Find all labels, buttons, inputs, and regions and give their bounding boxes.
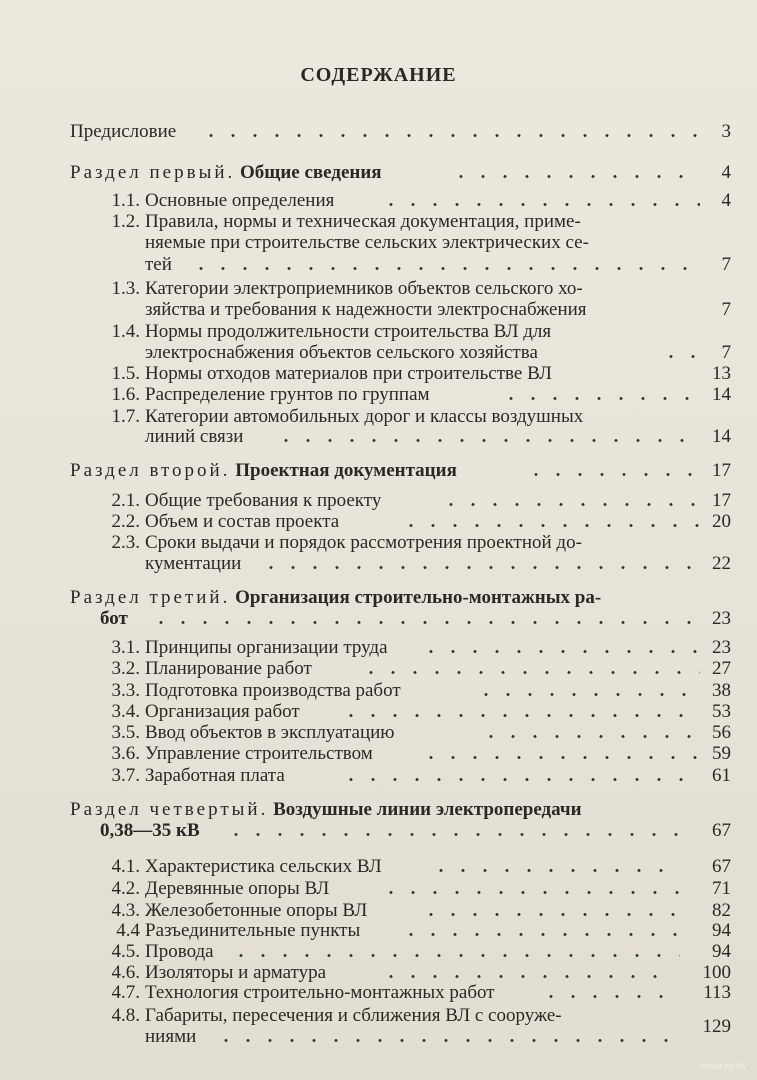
dot-leader — [540, 995, 670, 998]
page-number: 67 — [712, 856, 731, 877]
dot-leader — [380, 975, 670, 978]
dot-leader — [400, 933, 680, 936]
dot-leader — [450, 175, 700, 178]
entry-text: Принципы организации труда — [145, 637, 388, 658]
page-number: 3 — [721, 121, 731, 142]
entry-text: Управление строительством — [145, 743, 373, 764]
dot-leader — [190, 267, 700, 270]
entry-text: Сроки выдачи и порядок рассмотрения проектной до- — [145, 532, 582, 553]
entry-number: 2.1. — [111, 490, 140, 511]
page-number: 7 — [721, 299, 731, 320]
entry-text: Габариты, пересечения и сближения ВЛ с сооруже- — [145, 1005, 562, 1026]
entry-number: 4.1. — [111, 856, 140, 877]
entry-number: 4.4 — [116, 920, 140, 941]
dot-leader — [480, 735, 700, 738]
entry-number: 3.5. — [111, 722, 140, 743]
entry-text: Правила, нормы и техническая документация, приме- — [145, 211, 581, 232]
dot-leader — [225, 833, 680, 836]
dot-leader — [420, 756, 700, 759]
section-heading-continuation — [0, 606, 757, 632]
page-number: 13 — [712, 363, 731, 384]
page-title: СОДЕРЖАНИЕ — [300, 64, 457, 86]
entry-text: Разъединительные пункты — [145, 920, 361, 941]
entry-text: Заработная плата — [145, 765, 285, 786]
watermark: www.ay.by — [699, 1061, 747, 1072]
dot-leader — [525, 473, 700, 476]
page-number: 20 — [712, 511, 731, 532]
section-heading-2 — [0, 458, 757, 484]
entry-number: 4.8. — [111, 1005, 140, 1026]
entry-number: 1.4. — [111, 321, 140, 342]
page-number: 7 — [721, 254, 731, 275]
toc-entry-3-7 — [0, 763, 757, 789]
entry-number: 1.6. — [111, 384, 140, 405]
dot-leader — [360, 671, 700, 674]
dot-leader — [440, 503, 700, 506]
entry-text: зяйства и требования к надежности электроснабжения — [145, 299, 587, 320]
entry-text: Предисловие — [70, 121, 177, 142]
page-number: 61 — [712, 765, 731, 786]
dot-leader — [275, 439, 700, 442]
entry-text: Общие требования к проекту — [145, 490, 382, 511]
section-heading-1 — [0, 160, 757, 186]
toc-entry-continuation — [0, 252, 757, 278]
entry-text: Подготовка производства работ — [145, 680, 401, 701]
entry-text: Объем и состав проекта — [145, 511, 340, 532]
entry-number: 1.3. — [111, 278, 140, 299]
entry-text: Основные определения — [145, 190, 335, 211]
dot-leader — [500, 397, 700, 400]
entry-number: 3.3. — [111, 680, 140, 701]
page-number: 94 — [712, 941, 731, 962]
page-number: 38 — [712, 680, 731, 701]
page-number: 23 — [712, 608, 731, 629]
dot-leader — [475, 693, 700, 696]
toc-entry-continuation — [0, 1016, 757, 1050]
dot-leader — [380, 891, 680, 894]
entry-number: 1.5. — [111, 363, 140, 384]
entry-number: 3.4. — [111, 701, 140, 722]
entry-text: Железобетонные опоры ВЛ — [145, 900, 368, 921]
entry-text: Ввод объектов в эксплуатацию — [145, 722, 395, 743]
page-number: 14 — [712, 384, 731, 405]
page-number: 4 — [721, 190, 731, 211]
page-number: 23 — [712, 637, 731, 658]
page-number: 17 — [712, 490, 731, 511]
page-number: 59 — [712, 743, 731, 764]
page-number: 67 — [712, 820, 731, 841]
dot-leader — [230, 954, 680, 957]
entry-number: 4.7. — [111, 982, 140, 1003]
entry-text: электроснабжения объектов сельского хозяйства — [145, 342, 538, 363]
dot-leader — [380, 203, 700, 206]
section-heading-text: Раздел второй. Проектная документация — [70, 460, 457, 481]
toc-entry-continuation — [0, 551, 757, 577]
entry-number: 3.6. — [111, 743, 140, 764]
entry-text: линий связи — [145, 426, 244, 447]
entry-text: Изоляторы и арматура — [145, 962, 327, 983]
toc-entry-continuation — [0, 424, 757, 450]
page-number: 71 — [712, 878, 731, 899]
entry-text: Нормы продолжительности строительства ВЛ для — [145, 321, 552, 342]
entry-text: тей — [145, 254, 172, 275]
entry-text: ниями — [145, 1026, 197, 1047]
dot-leader — [430, 869, 680, 872]
page-number: 7 — [721, 342, 731, 363]
entry-number: 1.2. — [111, 211, 140, 232]
entry-number: 2.2. — [111, 511, 140, 532]
entry-text: няемые при строительстве сельских электрических се- — [145, 232, 589, 253]
dot-leader — [400, 524, 700, 527]
page-number: 17 — [712, 460, 731, 481]
entry-number: 4.3. — [111, 900, 140, 921]
dot-leader — [200, 134, 700, 137]
entry-text: Характеристика сельских ВЛ — [145, 856, 382, 877]
page-number: 27 — [712, 658, 731, 679]
entry-number: 3.1. — [111, 637, 140, 658]
section-heading-text: Раздел первый. Общие сведения — [70, 162, 382, 183]
dot-leader — [150, 621, 700, 624]
page-number: 82 — [712, 900, 731, 921]
toc-entry-preface — [0, 119, 757, 145]
page-number: 113 — [703, 982, 731, 1003]
page-number: 4 — [721, 162, 731, 183]
dot-leader — [420, 913, 680, 916]
section-heading-text: бот — [100, 608, 128, 629]
section-heading-text: Раздел третий. Организация строительно-монтажных ра- — [70, 587, 602, 608]
section-heading-continuation — [0, 818, 757, 844]
entry-text: Распределение грунтов по группам — [145, 384, 430, 405]
entry-number: 4.6. — [111, 962, 140, 983]
dot-leader — [340, 778, 700, 781]
entry-number: 3.2. — [111, 658, 140, 679]
dot-leader — [215, 1039, 670, 1042]
entry-text: кументации — [145, 553, 242, 574]
entry-number: 2.3. — [111, 532, 140, 553]
page-number: 100 — [702, 962, 731, 983]
dot-leader — [420, 650, 700, 653]
dot-leader — [340, 714, 700, 717]
section-heading-text: 0,38—35 кВ — [100, 820, 200, 841]
entry-text: Нормы отходов материалов при строительстве ВЛ — [145, 363, 552, 384]
entry-text: Категории электроприемников объектов сельского хо- — [145, 278, 583, 299]
entry-number: 1.1. — [111, 190, 140, 211]
entry-text: Деревянные опоры ВЛ — [145, 878, 330, 899]
page-number: 56 — [712, 722, 731, 743]
page-number: 94 — [712, 920, 731, 941]
dot-leader — [260, 566, 700, 569]
entry-number: 4.2. — [111, 878, 140, 899]
dot-leader — [660, 355, 700, 358]
entry-number: 4.5. — [111, 941, 140, 962]
entry-text: Организация работ — [145, 701, 300, 722]
entry-text: Планирование работ — [145, 658, 312, 679]
entry-number: 1.7. — [111, 406, 140, 427]
page-number: 22 — [712, 553, 731, 574]
page-number: 53 — [712, 701, 731, 722]
page-number: 129 — [702, 1016, 731, 1037]
entry-number: 3.7. — [111, 765, 140, 786]
entry-text: Технология строительно-монтажных работ — [145, 982, 495, 1003]
section-heading-text: Раздел четвертый. Воздушные линии электропередачи — [70, 799, 582, 820]
page-number: 14 — [712, 426, 731, 447]
entry-text: Категории автомобильных дорог и классы воздушных — [145, 406, 584, 427]
entry-text: Провода — [145, 941, 214, 962]
